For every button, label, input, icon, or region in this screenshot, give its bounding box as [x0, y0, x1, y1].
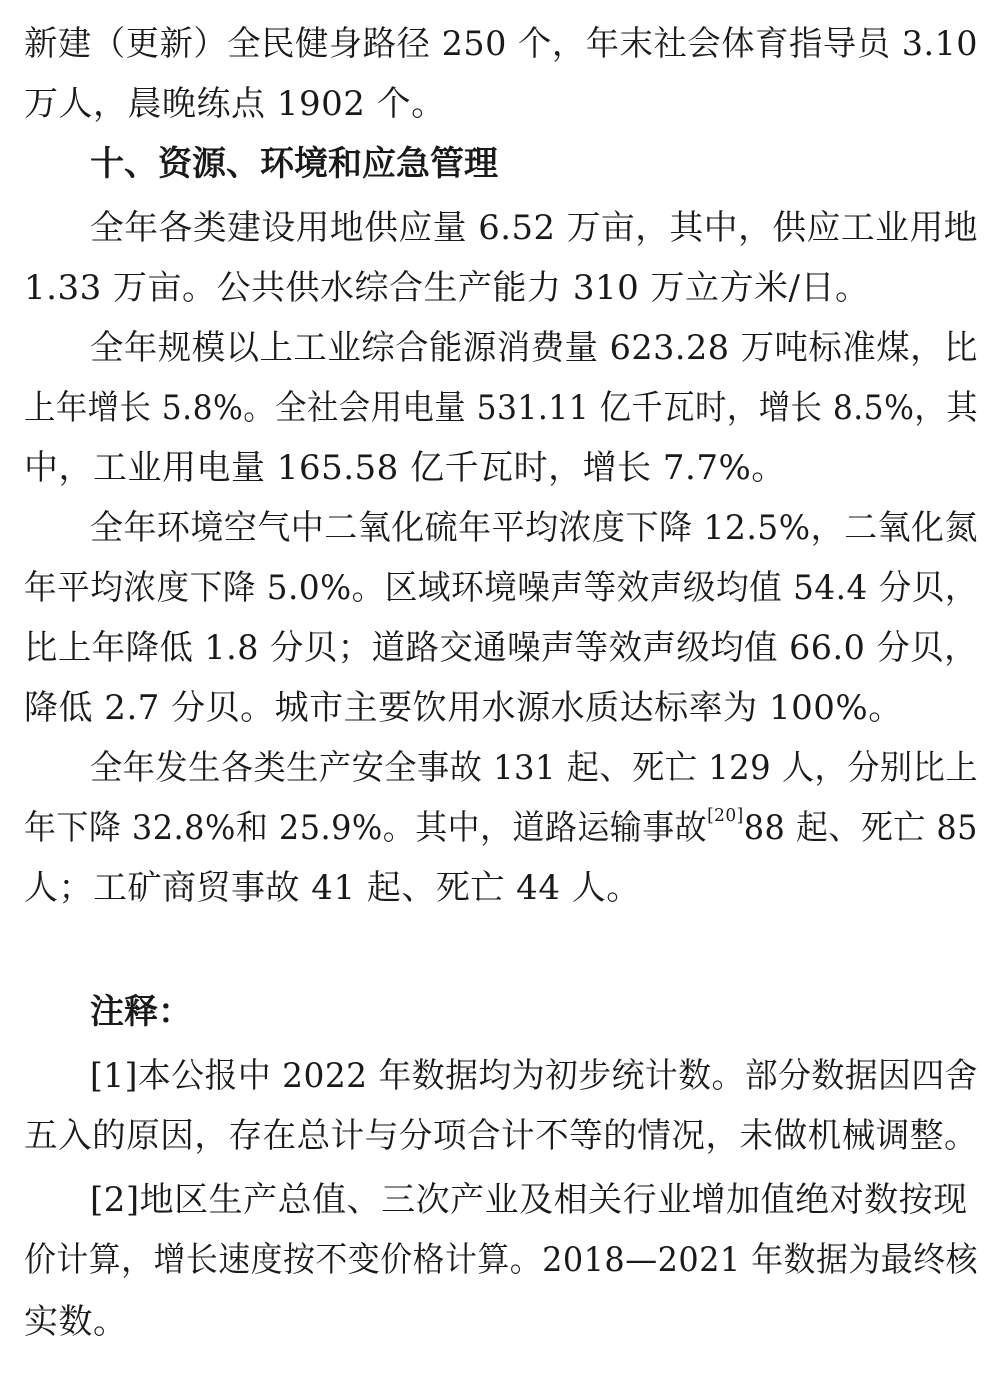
text-line-14-part-a: 年下降 32.8%和 25.9%。其中，道路运输事故	[24, 808, 708, 848]
text-line-7: 上年增长 5.8%。全社会用电量 531.11 亿千瓦时，增长 8.5%，其	[24, 388, 979, 428]
note-line	[0, 1290, 1000, 1354]
paragraph-line	[0, 496, 1000, 560]
paragraph-line	[0, 856, 1000, 920]
paragraph-line	[0, 556, 1000, 620]
text-line-5: 1.33 万亩。公共供水综合生产能力 310 万立方米/日。	[24, 268, 870, 308]
text-line-12: 降低 2.7 分贝。城市主要饮用水源水质达标率为 100%。	[24, 688, 903, 728]
note-2-line-2: 价计算，增长速度按不变价格计算。2018—2021 年数据为最终核	[24, 1240, 978, 1280]
text-line-14-part-b: 88 起、死亡 85	[743, 808, 978, 848]
paragraph-line	[0, 256, 1000, 320]
note-2-line-1: [2]地区生产总值、三次产业及相关行业增加值绝对数按现	[90, 1180, 968, 1220]
paragraph-line	[0, 796, 1000, 860]
paragraph-line	[0, 736, 1000, 800]
paragraph-line	[0, 376, 1000, 440]
text-line-6: 全年规模以上工业综合能源消费量 623.28 万吨标准煤，比	[90, 328, 978, 368]
text-line-1: 新建（更新）全民健身路径 250 个，年末社会体育指导员 3.10	[24, 24, 979, 64]
text-line-10: 年平均浓度下降 5.0%。区域环境噪声等效声级均值 54.4 分贝，	[24, 568, 978, 608]
section-heading-10: 十、资源、环境和应急管理	[90, 144, 498, 184]
note-1-line-2: 五入的原因，存在总计与分项合计不等的情况，未做机械调整。	[24, 1116, 979, 1156]
note-1-line-1: [1]本公报中 2022 年数据均为初步统计数。部分数据因四舍	[90, 1056, 978, 1096]
paragraph-line	[0, 12, 1000, 76]
text-line-8: 中，工业用电量 165.58 亿千瓦时，增长 7.7%。	[24, 448, 786, 488]
text-line-15: 人；工矿商贸事故 41 起、死亡 44 人。	[24, 868, 641, 908]
text-line-13: 全年发生各类生产安全事故 131 起、死亡 129 人，分别比上	[90, 748, 979, 788]
text-line-4: 全年各类建设用地供应量 6.52 万亩，其中，供应工业用地	[90, 208, 979, 248]
note-line	[0, 1168, 1000, 1232]
note-2-line-3: 实数。	[24, 1302, 128, 1342]
note-line	[0, 1228, 1000, 1292]
paragraph-line	[0, 196, 1000, 260]
text-line-14	[24, 796, 978, 860]
text-line-11: 比上年降低 1.8 分贝；道路交通噪声等效声级均值 66.0 分贝，	[24, 628, 979, 668]
paragraph-line	[0, 72, 1000, 136]
paragraph-line	[0, 316, 1000, 380]
note-line	[0, 1104, 1000, 1168]
paragraph-line	[0, 616, 1000, 680]
text-line-9: 全年环境空气中二氧化硫年平均浓度下降 12.5%，二氧化氮	[90, 508, 978, 548]
paragraph-line	[0, 676, 1000, 740]
note-line	[0, 1044, 1000, 1108]
paragraph-line	[0, 436, 1000, 500]
notes-heading: 注释：	[90, 992, 192, 1032]
text-line-2: 万人，晨晚练点 1902 个。	[24, 84, 446, 124]
footnote-ref-20[interactable]: [20]	[707, 805, 744, 826]
